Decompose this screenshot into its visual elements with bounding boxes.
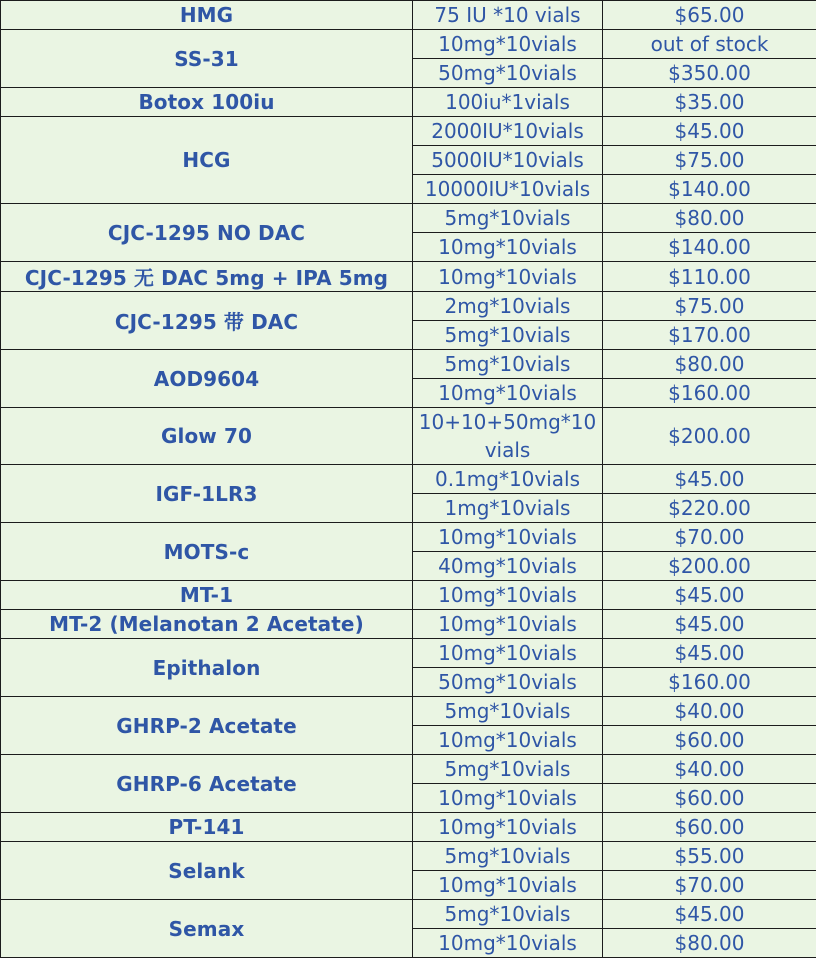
table-row: [1, 697, 816, 726]
product-spec: 50mg*10vials: [413, 59, 603, 88]
product-price: $60.00: [603, 726, 816, 755]
table-row: [1, 842, 816, 871]
price-table-body: [1, 1, 816, 958]
product-price: $45.00: [603, 900, 816, 929]
table-row: [1, 292, 816, 321]
product-price: $80.00: [603, 929, 816, 958]
product-spec: 10mg*10vials: [413, 581, 603, 610]
product-price: $60.00: [603, 813, 816, 842]
table-row: [1, 262, 816, 292]
product-spec: 5mg*10vials: [413, 900, 603, 929]
product-spec: 10mg*10vials: [413, 379, 603, 408]
product-name: Botox 100iu: [1, 88, 413, 117]
product-spec: 5mg*10vials: [413, 204, 603, 233]
table-row: [1, 30, 816, 59]
table-row: [1, 523, 816, 552]
product-name: MOTS-c: [1, 523, 413, 581]
product-price: $350.00: [603, 59, 816, 88]
product-spec: 5mg*10vials: [413, 842, 603, 871]
table-row: [1, 755, 816, 784]
product-spec: 5mg*10vials: [413, 321, 603, 350]
product-price: $220.00: [603, 494, 816, 523]
product-price: $65.00: [603, 1, 816, 30]
product-name: HCG: [1, 117, 413, 204]
product-price: $45.00: [603, 639, 816, 668]
product-price: $75.00: [603, 292, 816, 321]
product-price: out of stock: [603, 30, 816, 59]
product-spec: 10mg*10vials: [413, 233, 603, 262]
product-spec: 10mg*10vials: [413, 726, 603, 755]
product-spec: 10+10+50mg*10vials: [413, 408, 603, 465]
product-name: Semax: [1, 900, 413, 958]
table-row: [1, 408, 816, 465]
product-spec: 10mg*10vials: [413, 929, 603, 958]
product-spec: 100iu*1vials: [413, 88, 603, 117]
product-price: $70.00: [603, 871, 816, 900]
product-spec: 10mg*10vials: [413, 813, 603, 842]
product-price: $45.00: [603, 465, 816, 494]
product-spec: 5mg*10vials: [413, 697, 603, 726]
product-spec: 2000IU*10vials: [413, 117, 603, 146]
table-row: [1, 350, 816, 379]
product-name: GHRP-6 Acetate: [1, 755, 413, 813]
product-name: PT-141: [1, 813, 413, 842]
product-spec: 1mg*10vials: [413, 494, 603, 523]
product-price: $140.00: [603, 233, 816, 262]
table-row: [1, 117, 816, 146]
product-spec: 0.1mg*10vials: [413, 465, 603, 494]
product-name: GHRP-2 Acetate: [1, 697, 413, 755]
product-spec: 10mg*10vials: [413, 30, 603, 59]
table-row: [1, 610, 816, 639]
product-price: $170.00: [603, 321, 816, 350]
product-price: $200.00: [603, 552, 816, 581]
product-price: $40.00: [603, 755, 816, 784]
product-price: $140.00: [603, 175, 816, 204]
product-price: $70.00: [603, 523, 816, 552]
product-spec: 75 IU *10 vials: [413, 1, 603, 30]
table-row: [1, 813, 816, 842]
product-price: $60.00: [603, 784, 816, 813]
product-price: $40.00: [603, 697, 816, 726]
product-spec: 2mg*10vials: [413, 292, 603, 321]
product-name: SS-31: [1, 30, 413, 88]
product-spec: 10mg*10vials: [413, 784, 603, 813]
product-price: $45.00: [603, 117, 816, 146]
product-price: $110.00: [603, 262, 816, 292]
product-name: MT-2 (Melanotan 2 Acetate): [1, 610, 413, 639]
product-spec: 5mg*10vials: [413, 755, 603, 784]
product-price: $45.00: [603, 610, 816, 639]
product-spec: 10mg*10vials: [413, 871, 603, 900]
product-spec: 10mg*10vials: [413, 639, 603, 668]
product-spec: 10mg*10vials: [413, 610, 603, 639]
product-name: HMG: [1, 1, 413, 30]
product-name: AOD9604: [1, 350, 413, 408]
table-row: [1, 1, 816, 30]
product-spec: 5mg*10vials: [413, 350, 603, 379]
product-price: $35.00: [603, 88, 816, 117]
product-name: Glow 70: [1, 408, 413, 465]
product-name: Epithalon: [1, 639, 413, 697]
product-price: $160.00: [603, 668, 816, 697]
product-price: $45.00: [603, 581, 816, 610]
table-row: [1, 639, 816, 668]
table-row: [1, 581, 816, 610]
product-price: $160.00: [603, 379, 816, 408]
product-spec: 10mg*10vials: [413, 262, 603, 292]
table-row: [1, 88, 816, 117]
product-name: Selank: [1, 842, 413, 900]
product-spec: 5000IU*10vials: [413, 146, 603, 175]
product-price: $55.00: [603, 842, 816, 871]
table-row: [1, 204, 816, 233]
product-price: $80.00: [603, 204, 816, 233]
product-name: CJC-1295 带 DAC: [1, 292, 413, 350]
product-name: IGF-1LR3: [1, 465, 413, 523]
product-price: $75.00: [603, 146, 816, 175]
product-spec: 50mg*10vials: [413, 668, 603, 697]
product-spec: 10mg*10vials: [413, 523, 603, 552]
table-row: [1, 900, 816, 929]
product-name: MT-1: [1, 581, 413, 610]
product-price: $200.00: [603, 408, 816, 465]
product-name: CJC-1295 无 DAC 5mg + IPA 5mg: [1, 262, 413, 292]
product-spec: 10000IU*10vials: [413, 175, 603, 204]
product-price: $80.00: [603, 350, 816, 379]
product-name: CJC-1295 NO DAC: [1, 204, 413, 262]
product-spec: 40mg*10vials: [413, 552, 603, 581]
table-row: [1, 465, 816, 494]
